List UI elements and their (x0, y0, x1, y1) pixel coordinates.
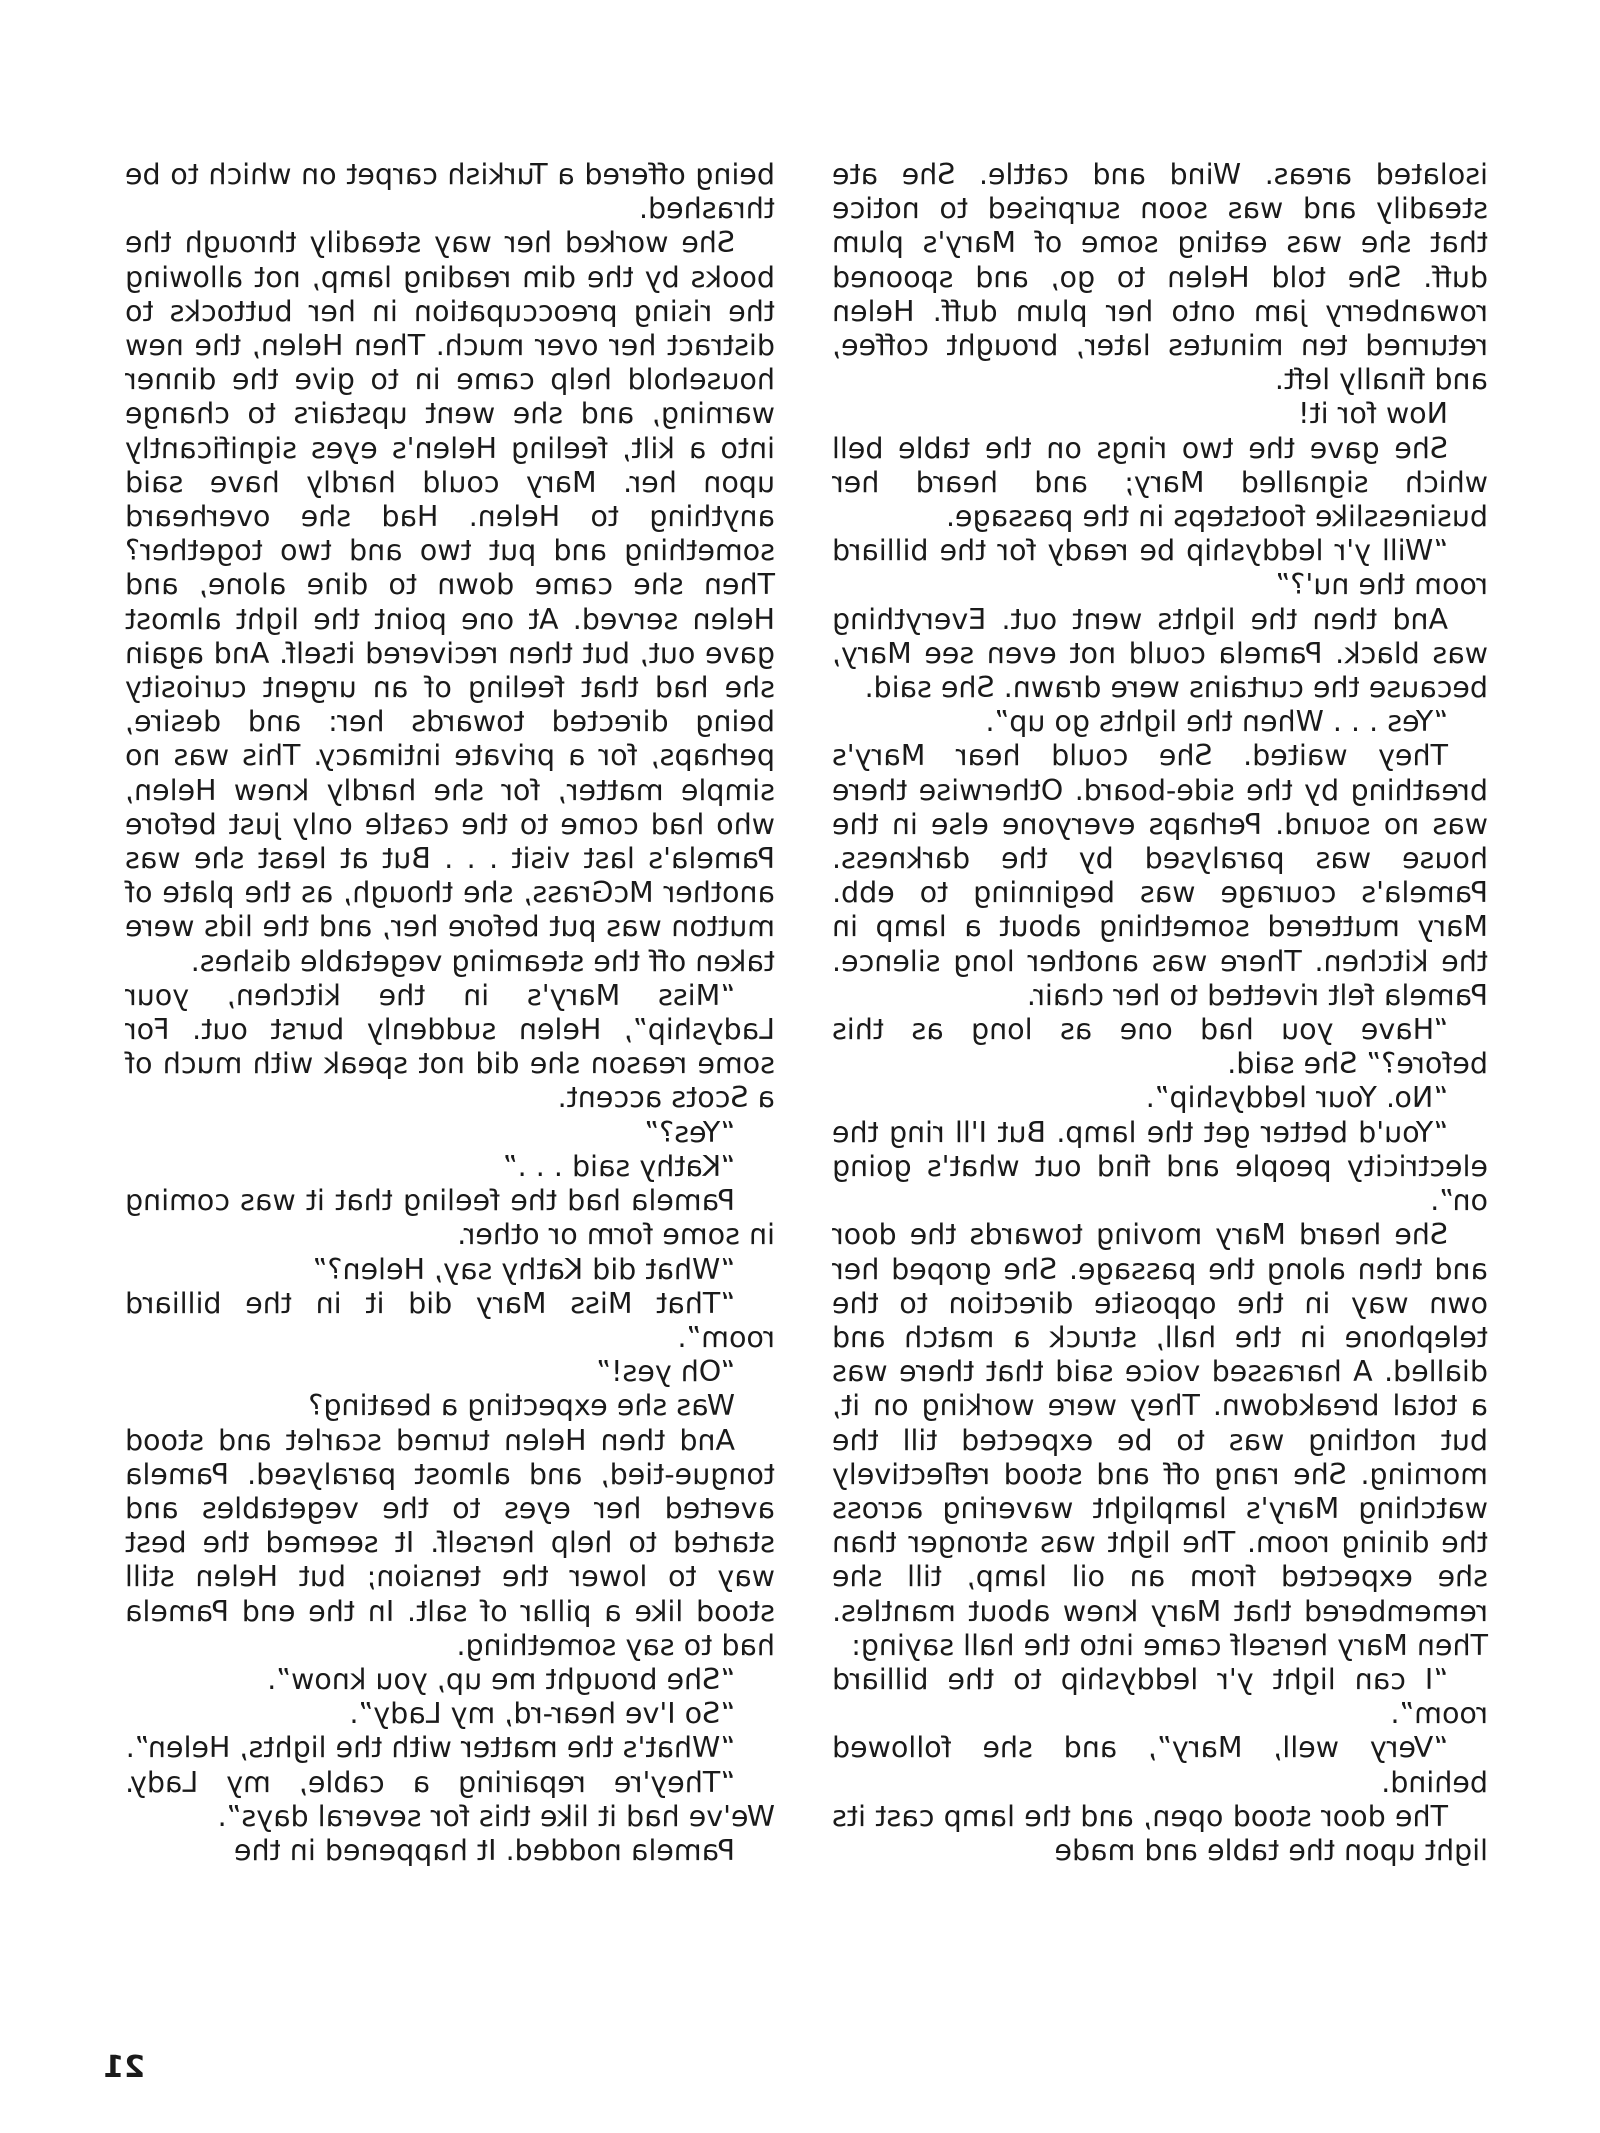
page-number: 21 (103, 2050, 145, 2085)
paragraph: And then the lights went out. Everything was black. Pamela could not even see Mary, because the curtains were drawn. She said. (832, 602, 1488, 705)
paragraph: She gave the two rings on the table bell which signalled Mary; and heard her businesslike footsteps in the passage. (832, 431, 1488, 534)
paragraph: “Yes . . . When the lights go up”. (985, 705, 1448, 739)
paragraph: “What did Kathy say, Helen?” (312, 1252, 735, 1286)
paragraph: “No. Your leddyship”. (1145, 1081, 1448, 1115)
paragraph: “What's the matter with the lights, Helen”. (125, 1731, 735, 1765)
paragraph: “Oh yes!” (596, 1355, 735, 1389)
paragraph: “Will y'r leddyship be ready for the billiard room the nu'?” (832, 534, 1488, 602)
paragraph: “Kathy said . . .” (502, 1149, 735, 1183)
paragraph: Now for it! (1298, 397, 1448, 431)
text-column-right (125, 158, 775, 1868)
paragraph: The door stood open, and the lamp cast its light upon the table and made (832, 1799, 1488, 1867)
paragraph: being offered a Turkish carpet on which to be thrashed. (125, 158, 775, 226)
paragraph: They waited. She could hear Mary's breathing by the side-board. Otherwise there was no sound. Perhaps everyone else in the house was paralysed by the darkness. Pamela's courage was beginning to ebb. Mary muttered something about a lamp in the kitchen. There was another long silence. Pamela felt rivetted to her chair. (832, 739, 1488, 1012)
paragraph: Pamela nodded. It happened in the (234, 1833, 735, 1867)
paragraph: Pamela had the feeling that it was coming in some form or other. (125, 1184, 775, 1252)
text-column-left (832, 158, 1488, 1868)
paragraph: “I can light y'r leddyship to the billiard room”. (832, 1662, 1488, 1731)
paragraph: “That Miss Mary did it in the billiard room”. (125, 1286, 775, 1354)
paragraph: “Miss Mary's in the kitchen, your Ladyship”, Helen suddenly burst out. For some reason she did not speak with much of a Scots accent. (125, 978, 775, 1115)
paragraph: “She brought me up, you know”. (267, 1662, 735, 1696)
paragraph: “They're repairing a cable, my Lady. We've had it like this for several days”. (125, 1765, 775, 1833)
paragraph: “So I've hear-rd, my Lady”. (349, 1697, 735, 1731)
paragraph: Was she expecting a beating? (308, 1389, 735, 1423)
paragraph: “Yes?” (644, 1115, 735, 1149)
paragraph: And then Helen turned scarlet and stood tongue-tied, and almost paralysed. Pamela averted her eyes to the vegetables and started to help herself. It seemed the best way to lower the tension; but Helen still stood like a pillar of salt. In the end Pamela had to say something. (125, 1423, 775, 1662)
paragraph: She heard Mary moving towards the door and then along the passage. She groped her own way in the opposite direction to the telephone in the hall, struck a match and dialled. A harassed voice said that there was a total breakdown. They were working on it, but nothing was to be expected till the morning. She rang off and stood reflectively watching Mary's lamplight wavering across the dining room. The light was stronger than she expected from an oil lamp, till she remembered that Mary knew about mantles. Then Mary herself came into the hall saying: (832, 1218, 1488, 1662)
paragraph: isolated areas. Wind and cattle. She ate steadily and was soon surprised to notice that she was eating some of Mary's plum duff. She told Helen to go, and spooned rowanberry jam onto her plum duff. Helen returned ten minutes later, brought coffee, and finally left. (832, 158, 1488, 397)
paragraph: She worked her way steadily through the books by the dim reading lamp, not allowing the rising preoccupation in her buttocks to distract her over much. Then Helen, the new household help came in to give the dinner warning, and she went upstairs to change into a kilt, feeling Helen's eyes significantly upon her. Mary could hardly have said anything to Helen. Had she overheard something and put two and two together? Then she came down to dine alone, and Helen served. At one point the light almost gave out, but then recivered itself. And again she had that feeling of an urgent curiosity being directed towards her: and desire, perhaps, for a private intimacy. This was no simple matter, for she hardly knew Helen, who had come to the castle only just before Pamela's last visit . . . But at least she was another McGrass, she though, as the plate of mutton was put before her, and the lids were taken off the steaming vegetable dishes. (125, 226, 775, 978)
paragraph: “Have you had one as long as this before?” She said. (832, 1013, 1488, 1081)
paragraph: “You'd better get the lamp. But I'll ring the electricity people and find out what's going on”. (832, 1115, 1488, 1218)
paragraph: “Very well, Mary”, and she followed behind. (832, 1731, 1488, 1799)
